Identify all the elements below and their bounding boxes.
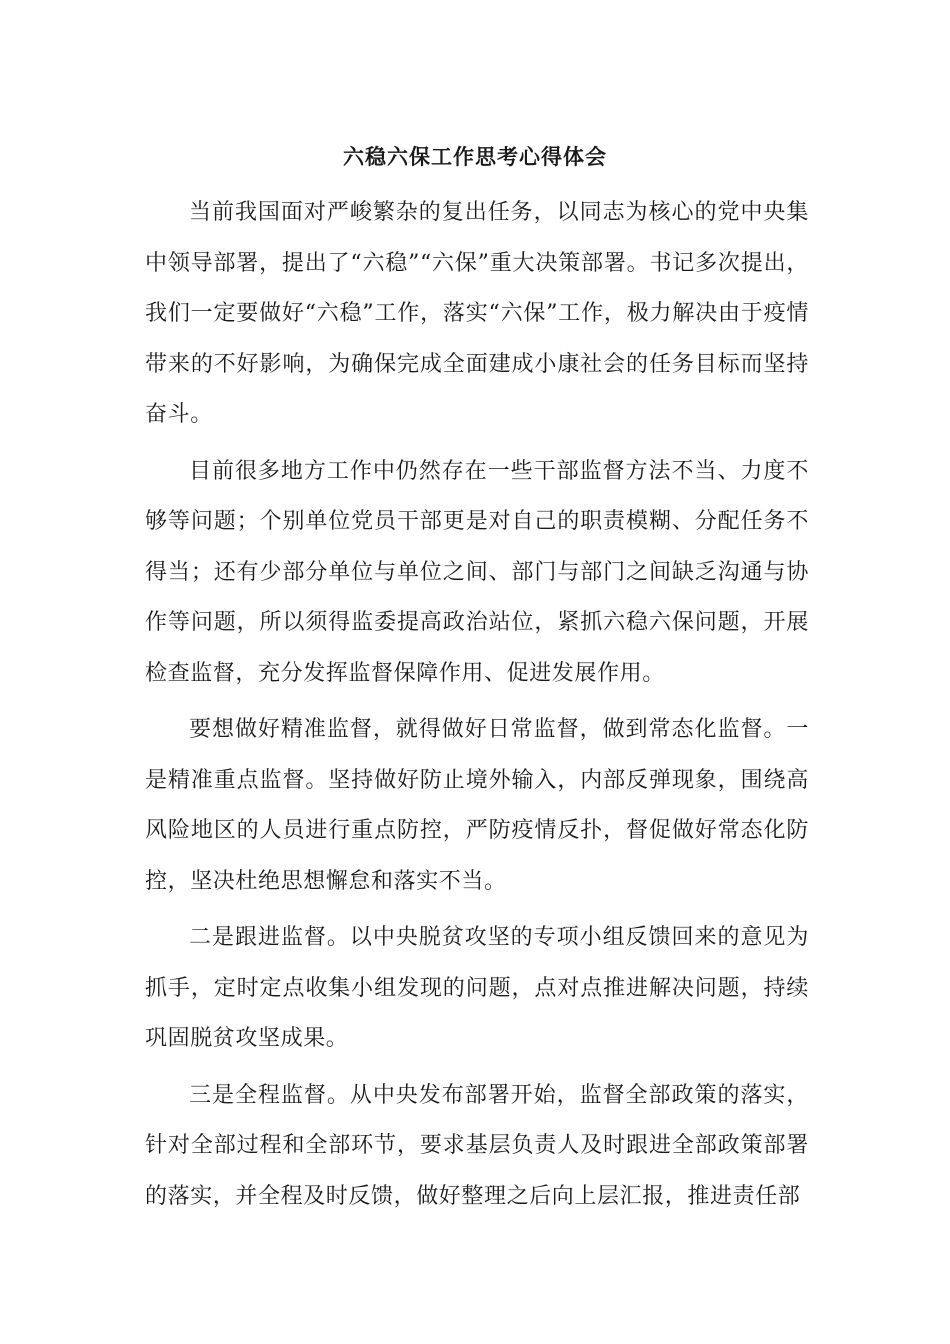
paragraph-1: 当前我国面对严峻繁杂的复出任务，以同志为核心的党中央集中领导部署，提出了“六稳”“六保”重大决策部署。书记多次提出，我们一定要做好“六稳”工作，落实“六保”工作，极力解决由于疫情带来的不好影响，为确保完成全面建成小康社会的任务目标而坚持奋斗。 (145, 200, 809, 427)
document-title: 六稳六保工作思考心得体会 (343, 144, 607, 169)
paragraph-4: 二是跟进监督。以中央脱贫攻坚的专项小组反馈回来的意见为抓手，定时定点收集小组发现的问题，点对点推进解决问题，持续巩固脱贫攻坚成果。 (145, 925, 809, 1051)
paragraph-5: 三是全程监督。从中央发布部署开始，监督全部政策的落实，针对全部过程和全部环节，要求基层负责人及时跟进全部政策部署的落实，并全程及时反馈，做好整理之后向上层汇报，推进责任部 (145, 1082, 809, 1209)
paragraph-2: 目前很多地方工作中仍然存在一些干部监督方法不当、力度不够等问题；个别单位党员干部更是对自己的职责模糊、分配任务不得当；还有少部分单位与单位之间、部门与部门之间缺乏沟通与协作等问题，所以须得监委提高政治站位，紧抓六稳六保问题，开展检查监督，充分发挥监督保障作用、促进发展作用。 (145, 458, 809, 686)
paragraph-3: 要想做好精准监督，就得做好日常监督，做到常态化监督。一是精准重点监督。坚持做好防止境外输入，内部反弹现象，围绕高风险地区的人员进行重点防控，严防疫情反扑，督促做好常态化防控，坚决杜绝思想懈怠和落实不当。 (145, 717, 809, 894)
document-body (145, 188, 809, 1228)
